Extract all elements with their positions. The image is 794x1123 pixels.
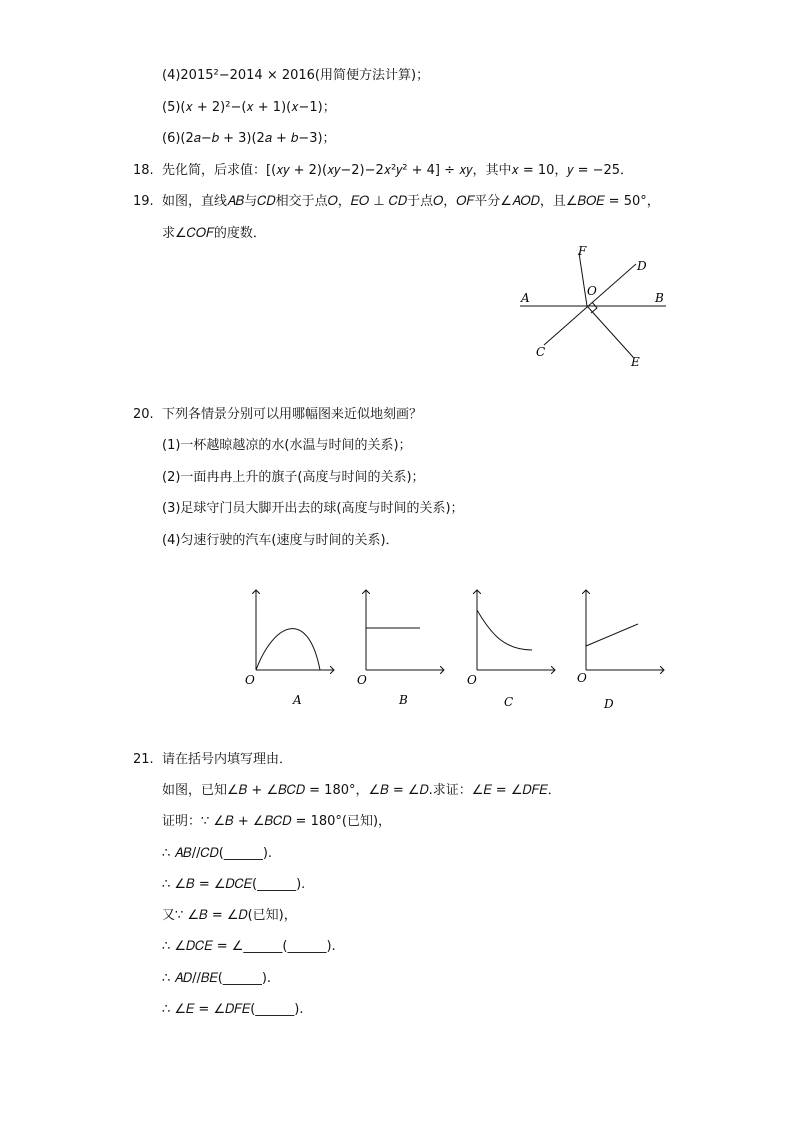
- q21-proof-line5: ∴ ∠𝐷𝐶𝐸 = ∠______(______).: [162, 939, 336, 954]
- graph-d-origin: O: [577, 671, 587, 685]
- q18-number: 18.: [133, 163, 154, 178]
- label-c: C: [536, 345, 546, 359]
- q21-number: 21.: [133, 752, 154, 767]
- q21-proof-line2: ∴ 𝐴𝐵//𝐶𝐷(______).: [162, 846, 273, 861]
- q17-item5: (5)(𝑥 + 2)²−(𝑥 + 1)(𝑥−1)；: [162, 100, 336, 115]
- graph-d: [577, 590, 664, 711]
- label-f: F: [578, 244, 587, 258]
- q21-proof-line6: ∴ 𝐴𝐷//𝐵𝐸(______).: [162, 971, 272, 986]
- ray-oe: [587, 306, 633, 357]
- q19-line1: 如图，直线𝐴𝐵与𝐶𝐷相交于点𝑂，𝐸𝑂 ⊥ 𝐶𝐷于点𝑂，𝑂𝐹平分∠𝐴𝑂𝐷，且∠𝐵𝑂𝐸 = 50°，: [162, 194, 660, 209]
- graph-d-label: D: [604, 697, 614, 711]
- q20-number: 20.: [133, 407, 154, 422]
- label-a: A: [521, 291, 530, 305]
- q21-stem: 请在括号内填写理由．: [162, 752, 293, 767]
- q17-item6: (6)(2𝑎−𝑏 + 3)(2𝑎 + 𝑏−3)；: [162, 131, 336, 146]
- q20-item3: (3)足球守门员大脚开出去的球(高度与时间的关系)；: [162, 501, 464, 516]
- q21-proof-line3: ∴ ∠𝐵 = ∠𝐷𝐶𝐸(______).: [162, 877, 306, 892]
- q18-text: 先化简，后求值：[(𝑥𝑦 + 2)(𝑥𝑦−2)−2𝑥²𝑦² + 4] ÷ 𝑥𝑦，其中𝑥 = 10，𝑦 = −25．: [162, 163, 634, 178]
- q19-line2: 求∠𝐶𝑂𝐹的度数．: [162, 226, 266, 241]
- q21-proof-line4: 又∵ ∠𝐵 = ∠𝐷(已知)，: [162, 908, 297, 923]
- q20-item1: (1)一杯越晾越凉的水(水温与时间的关系)；: [162, 438, 412, 453]
- q21-proof-line1: 证明：∵ ∠𝐵 + ∠𝐵𝐶𝐷 = 180°(已知)，: [162, 814, 392, 829]
- graph-a-origin: O: [245, 673, 255, 687]
- q17-item4: (4)2015²−2014 × 2016(用简便方法计算)；: [162, 68, 430, 83]
- graph-a-curve: [256, 629, 320, 670]
- q19-number: 19.: [133, 194, 154, 209]
- q20-item2: (2)一面冉冉上升的旗子(高度与时间的关系)；: [162, 470, 425, 485]
- graph-c-origin: O: [467, 673, 477, 687]
- label-b: B: [655, 291, 664, 305]
- q19-figure: [510, 240, 680, 375]
- graph-c: [467, 590, 555, 709]
- graph-c-label: C: [504, 695, 514, 709]
- graph-a-label: A: [293, 693, 302, 707]
- line-cd: [544, 264, 636, 345]
- q21-given: 如图，已知∠𝐵 + ∠𝐵𝐶𝐷 = 180°，∠𝐵 = ∠𝐷.求证：∠𝐸 = ∠𝐷𝐹𝐸．: [162, 783, 561, 798]
- q20-graphs: [240, 580, 680, 720]
- q20-stem: 下列各情景分别可以用哪幅图来近似地刻画？: [162, 407, 423, 422]
- label-o: O: [587, 284, 597, 298]
- graph-d-line: [586, 624, 638, 646]
- graph-b-label: B: [399, 693, 408, 707]
- label-e: E: [631, 355, 640, 369]
- q21-proof-line7: ∴ ∠𝐸 = ∠𝐷𝐹𝐸(______).: [162, 1002, 304, 1017]
- graph-a: [245, 590, 334, 707]
- graph-b: [357, 590, 444, 707]
- graph-b-origin: O: [357, 673, 367, 687]
- ray-of: [579, 253, 587, 306]
- q20-item4: (4)匀速行驶的汽车(速度与时间的关系)．: [162, 533, 399, 548]
- graph-c-curve: [477, 610, 532, 650]
- label-d: D: [637, 259, 647, 273]
